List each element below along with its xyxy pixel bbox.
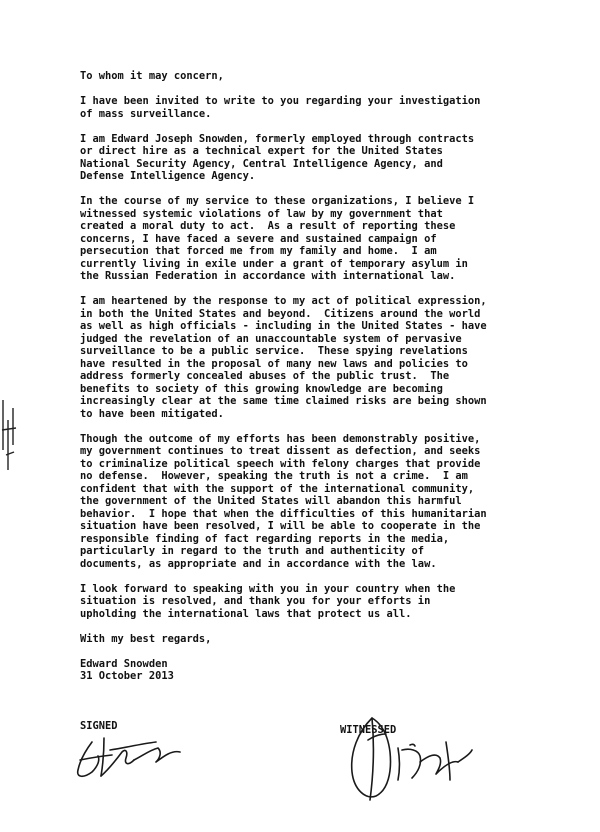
sender-block xyxy=(80,658,580,683)
paragraph-line: behavior. I hope that when the difficulties of this humanitarian xyxy=(80,507,487,520)
paragraph-line: my government continues to treat dissent as defection, and seeks xyxy=(80,445,481,457)
paragraph-line: to criminalize political speech with felony charges that provide xyxy=(80,457,481,470)
paragraph-line: as well as high officials - including in the United States - have xyxy=(80,320,487,332)
closing xyxy=(80,633,580,646)
paragraph-line: currently living in exile under a grant of temporary asylum in xyxy=(80,257,468,270)
sender-name: Edward Snowden xyxy=(80,657,168,670)
closing-line: With my best regards, xyxy=(80,632,212,645)
paragraph-line: I look forward to speaking with you in your country when the xyxy=(80,582,456,595)
margin-marks xyxy=(0,0,30,832)
letter-paragraph xyxy=(80,95,580,120)
paragraph-line: I am heartened by the response to my act of political expression, xyxy=(80,295,487,307)
paragraph-line: I have been invited to write to you regarding your investigation xyxy=(80,95,481,107)
paragraph-line: or direct hire as a technical expert for the United States xyxy=(80,145,443,157)
signed-label: SIGNED xyxy=(80,720,118,732)
letter-date: 31 October 2013 xyxy=(80,670,174,682)
letter-paragraphs xyxy=(80,95,580,620)
paragraph-line: responsible finding of fact regarding reports in the media, xyxy=(80,532,450,545)
paragraph-line: the government of the United States will abandon this harmful xyxy=(80,495,462,507)
paragraph-line: the Russian Federation in accordance with international law. xyxy=(80,270,456,282)
paragraph-line: documents, as appropriate and in accordance with the law. xyxy=(80,557,437,570)
paragraph-line: of mass surveillance. xyxy=(80,107,212,120)
letter-paragraph xyxy=(80,433,580,571)
letter-paragraph xyxy=(80,195,580,283)
paragraph-line: Defense Intelligence Agency. xyxy=(80,170,256,182)
paragraph-line: increasingly clear at the same time claimed risks are being shown xyxy=(80,395,487,407)
letter-paragraph xyxy=(80,133,580,183)
paragraph-line: witnessed systemic violations of law by my government that xyxy=(80,207,443,220)
paragraph-line: Though the outcome of my efforts has been demonstrably positive, xyxy=(80,432,481,445)
paragraph-line: confident that with the support of the international community, xyxy=(80,482,475,495)
paragraph-line: particularly in regard to the truth and authenticity of xyxy=(80,545,425,557)
paragraph-line: to have been mitigated. xyxy=(80,407,224,420)
letter-paragraph xyxy=(80,583,580,621)
salutation xyxy=(80,70,580,83)
paragraph-line: situation is resolved, and thank you for your efforts in xyxy=(80,595,431,607)
salutation-line: To whom it may concern, xyxy=(80,70,224,82)
paragraph-line: benefits to society of this growing knowledge are becoming xyxy=(80,382,443,395)
paragraph-line: no defense. However, speaking the truth is not a crime. I am xyxy=(80,470,468,482)
witness-signature xyxy=(352,718,472,800)
paragraph-line: in both the United States and beyond. Citizens around the world xyxy=(80,307,481,320)
letter-body xyxy=(80,70,580,683)
paragraph-line: address formerly concealed abuses of the public trust. The xyxy=(80,370,450,382)
paragraph-line: created a moral duty to act. As a result of reporting these xyxy=(80,220,456,232)
paragraph-line: judged the revelation of an unaccountable system of pervasive xyxy=(80,332,462,345)
paragraph-line: upholding the international laws that protect us all. xyxy=(80,607,412,620)
letter-paragraph xyxy=(80,295,580,420)
witnessed-label: WITNESSED xyxy=(340,724,397,736)
paragraph-line: concerns, I have faced a severe and sustained campaign of xyxy=(80,232,437,245)
paragraph-line: persecution that forced me from my family and home. I am xyxy=(80,245,437,257)
paragraph-line: I am Edward Joseph Snowden, formerly employed through contracts xyxy=(80,132,475,145)
paragraph-line: situation have been resolved, I will be able to cooperate in the xyxy=(80,520,481,532)
paragraph-line: In the course of my service to these organizations, I believe I xyxy=(80,195,475,207)
paragraph-line: have resulted in the proposal of many new laws and policies to xyxy=(80,357,468,370)
snowden-signature xyxy=(78,738,180,776)
paragraph-line: surveillance to be a public service. These spying revelations xyxy=(80,345,468,357)
paragraph-line: National Security Agency, Central Intelligence Agency, and xyxy=(80,157,443,170)
